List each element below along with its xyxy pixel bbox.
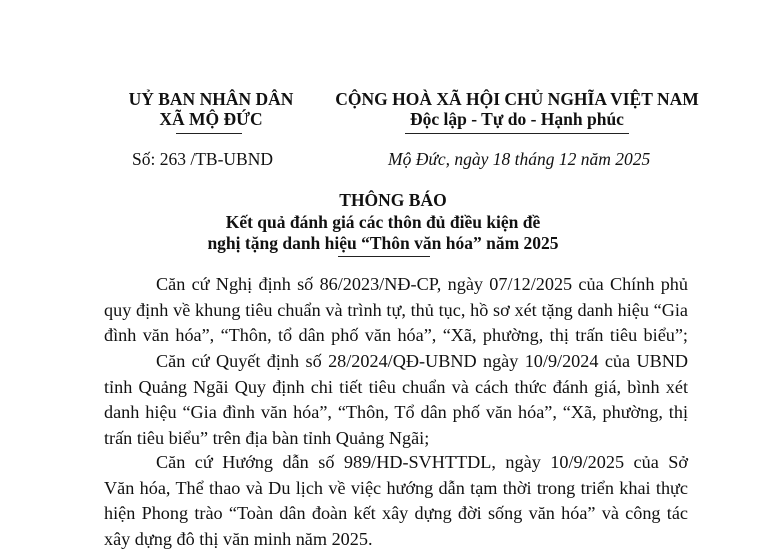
document-title: THÔNG BÁO xyxy=(339,190,447,210)
paragraph-line: Căn cứ Quyết định số 28/2024/QĐ-UBND ngày 10/9/2024 của UBND xyxy=(156,351,688,371)
agency-underline xyxy=(176,133,242,134)
document-subtitle-line1: Kết quả đánh giá các thôn đủ điều kiện đề xyxy=(225,212,541,232)
paragraph-line: hiện Phong trào “Toàn dân đoàn kết xây dựng đời sống văn hóa” và công tác xyxy=(104,503,688,523)
body-paragraph-1 xyxy=(104,272,688,349)
motto-underline xyxy=(405,133,629,134)
body-paragraph-2 xyxy=(104,349,688,451)
paragraph-line: Căn cứ Hướng dẫn số 989/HD-SVHTTDL, ngày 10/9/2025 của Sở xyxy=(156,452,688,472)
document-subtitle-line2: nghị tặng danh hiệu “Thôn văn hóa” năm 2025 xyxy=(207,233,559,253)
nation-name: CỘNG HOÀ XÃ HỘI CHỦ NGHĨA VIỆT NAM xyxy=(335,89,699,109)
place-date: Mộ Đức, ngày 18 tháng 12 năm 2025 xyxy=(388,149,651,169)
agency-subname: XÃ MỘ ĐỨC xyxy=(159,109,263,129)
title-underline xyxy=(338,256,430,257)
paragraph-line: trấn tiêu biểu” trên địa bàn tỉnh Quảng Ngãi; xyxy=(104,427,430,448)
document-number: Số: 263 /TB-UBND xyxy=(132,149,273,169)
paragraph-line: quy định về khung tiêu chuẩn và trình tự, thủ tục, hồ sơ xét tặng danh hiệu “Gia xyxy=(104,299,688,320)
paragraph-line: đình văn hóa”, “Thôn, tổ dân phố văn hóa”, “Xã, phường, thị trấn tiêu biểu”; xyxy=(104,325,688,345)
nation-motto: Độc lập - Tự do - Hạnh phúc xyxy=(410,109,624,129)
body-paragraph-3 xyxy=(104,450,688,552)
paragraph-line: xây dựng đô thị văn minh năm 2025. xyxy=(104,528,373,549)
paragraph-line: Văn hóa, Thể thao và Du lịch về việc hướng dẫn tạm thời trong triển khai thực xyxy=(104,477,688,498)
paragraph-line: tỉnh Quảng Ngãi Quy định chi tiết tiêu chuẩn và cách thức đánh giá, bình xét xyxy=(104,376,688,397)
agency-name: UỶ BAN NHÂN DÂN xyxy=(128,89,294,109)
paragraph-line: Căn cứ Nghị định số 86/2023/NĐ-CP, ngày 07/12/2025 của Chính phủ xyxy=(156,274,688,294)
paragraph-line: danh hiệu “Gia đình văn hóa”, “Thôn, Tổ dân phố văn hóa”, “Xã, phường, thị xyxy=(104,402,688,422)
